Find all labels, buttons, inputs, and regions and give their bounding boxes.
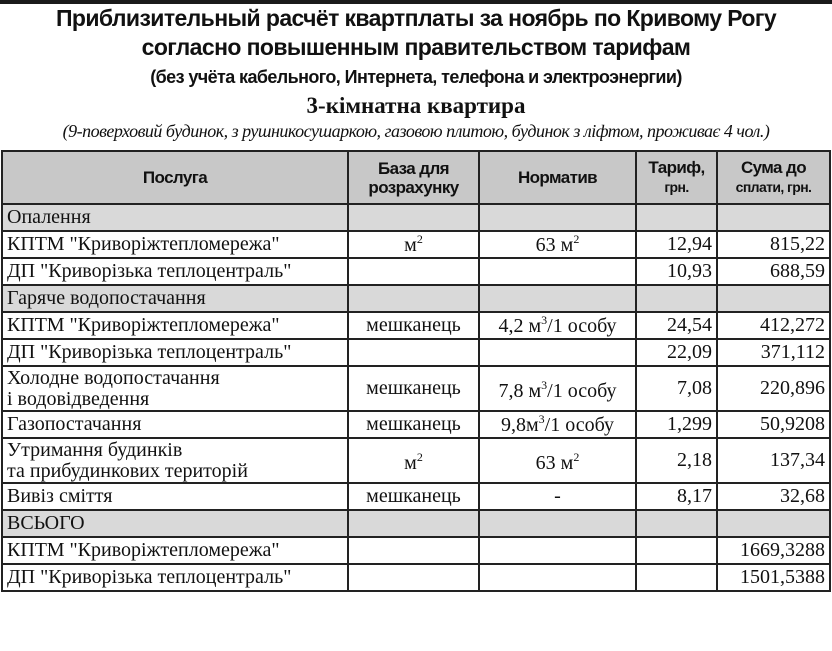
tariff-table xyxy=(1,150,831,592)
cell-sum: 32,68 xyxy=(717,483,830,510)
cell-norm xyxy=(479,537,636,564)
subtitle: (без учёта кабельного, Интернета, телефона и электроэнергии) xyxy=(150,67,682,87)
cell-norm: 63 $м^2$ xyxy=(479,231,636,258)
section-row-total xyxy=(2,510,830,537)
cell-base xyxy=(348,537,479,564)
table-header-row xyxy=(2,151,830,204)
section-row-heating xyxy=(2,204,830,231)
cell-service: ДП "Криворізька теплоцентраль" xyxy=(2,339,348,366)
cell-norm xyxy=(479,258,636,285)
cell-base: $м^2$ xyxy=(348,231,479,258)
cell-service: КПТМ "Криворіжтепломережа" xyxy=(2,312,348,339)
cell-service: ВСЬОГО xyxy=(2,510,348,537)
cell-norm xyxy=(479,510,636,537)
cell-norm xyxy=(479,204,636,231)
cell-sum xyxy=(717,510,830,537)
cell-base: мешканець xyxy=(348,483,479,510)
table-row xyxy=(2,564,830,591)
cell-sum: 137,34 xyxy=(717,438,830,483)
cell-sum: 688,59 xyxy=(717,258,830,285)
cell-base: мешканець xyxy=(348,312,479,339)
cell-tariff: 1,299 xyxy=(636,411,717,438)
cell-service: Газопостачання xyxy=(2,411,348,438)
cell-base xyxy=(348,285,479,312)
cell-norm: - xyxy=(479,483,636,510)
cell-base xyxy=(348,510,479,537)
cell-tariff: 24,54 xyxy=(636,312,717,339)
cell-norm xyxy=(479,339,636,366)
cell-base xyxy=(348,564,479,591)
cell-base xyxy=(348,339,479,366)
table-row xyxy=(2,366,830,411)
cell-service: КПТМ "Криворіжтепломережа" xyxy=(2,537,348,564)
cell-tariff xyxy=(636,204,717,231)
table-row xyxy=(2,312,830,339)
cell-sum: 815,22 xyxy=(717,231,830,258)
apartment-heading: 3-кімнатна квартира xyxy=(306,93,526,118)
table-row xyxy=(2,537,830,564)
cell-sum: 1669,3288 xyxy=(717,537,830,564)
cell-base xyxy=(348,258,479,285)
cell-service: КПТМ "Криворіжтепломережа" xyxy=(2,231,348,258)
cell-tariff xyxy=(636,537,717,564)
cell-tariff: 12,94 xyxy=(636,231,717,258)
cell-tariff: 8,17 xyxy=(636,483,717,510)
title-line-1: Приблизительный расчёт квартплаты за ноябрь по Кривому Рогу xyxy=(55,5,777,31)
apartment-note: (9-поверховий будинок, з рушникосушаркою, газовою плитою, будинок з ліфтом, проживає 4 чол.) xyxy=(62,121,770,141)
cell-sum xyxy=(717,285,830,312)
cell-tariff: 22,09 xyxy=(636,339,717,366)
cell-sum: 371,112 xyxy=(717,339,830,366)
cell-base: мешканець xyxy=(348,366,479,411)
cell-norm: 63 $м^2$ xyxy=(479,438,636,483)
cell-service: Вивіз сміття xyxy=(2,483,348,510)
cell-service: Опалення xyxy=(2,204,348,231)
column-header-base: База для розрахунку xyxy=(348,151,479,204)
cell-norm: 4,2 $м^3/1$ особу xyxy=(479,312,636,339)
section-row-hot-water xyxy=(2,285,830,312)
top-rule xyxy=(0,0,832,4)
cell-norm: 7,8 $м^3/1$ особу xyxy=(479,366,636,411)
table-row xyxy=(2,339,830,366)
cell-tariff: 2,18 xyxy=(636,438,717,483)
cell-sum: 1501,5388 xyxy=(717,564,830,591)
title-line-2: согласно повышенным правительством тарифам xyxy=(141,34,691,60)
table-row xyxy=(2,231,830,258)
column-header-tariff: Тариф, грн. xyxy=(636,151,717,204)
table-row xyxy=(2,411,830,438)
column-header-service: Послуга xyxy=(2,151,348,204)
cell-base: $м^2$ xyxy=(348,438,479,483)
table-row xyxy=(2,483,830,510)
table-row xyxy=(2,258,830,285)
cell-service: Холодне водопостачання і водовідведення xyxy=(2,366,348,411)
cell-tariff xyxy=(636,564,717,591)
cell-norm xyxy=(479,285,636,312)
cell-service: ДП "Криворізька теплоцентраль" xyxy=(2,258,348,285)
cell-sum: 220,896 xyxy=(717,366,830,411)
column-header-norm: Норматив xyxy=(479,151,636,204)
cell-base: мешканець xyxy=(348,411,479,438)
cell-sum xyxy=(717,204,830,231)
cell-base xyxy=(348,204,479,231)
cell-service: Гаряче водопостачання xyxy=(2,285,348,312)
cell-tariff: 7,08 xyxy=(636,366,717,411)
column-header-sum: Сума до сплати, грн. xyxy=(717,151,830,204)
cell-service: Утримання будинків та прибудинкових територій xyxy=(2,438,348,483)
cell-tariff xyxy=(636,510,717,537)
cell-service: ДП "Криворізька теплоцентраль" xyxy=(2,564,348,591)
cell-norm xyxy=(479,564,636,591)
table-row xyxy=(2,438,830,483)
cell-tariff: 10,93 xyxy=(636,258,717,285)
cell-tariff xyxy=(636,285,717,312)
cell-sum: 50,9208 xyxy=(717,411,830,438)
cell-norm: $9,8м^3/1$ особу xyxy=(479,411,636,438)
cell-sum: 412,272 xyxy=(717,312,830,339)
